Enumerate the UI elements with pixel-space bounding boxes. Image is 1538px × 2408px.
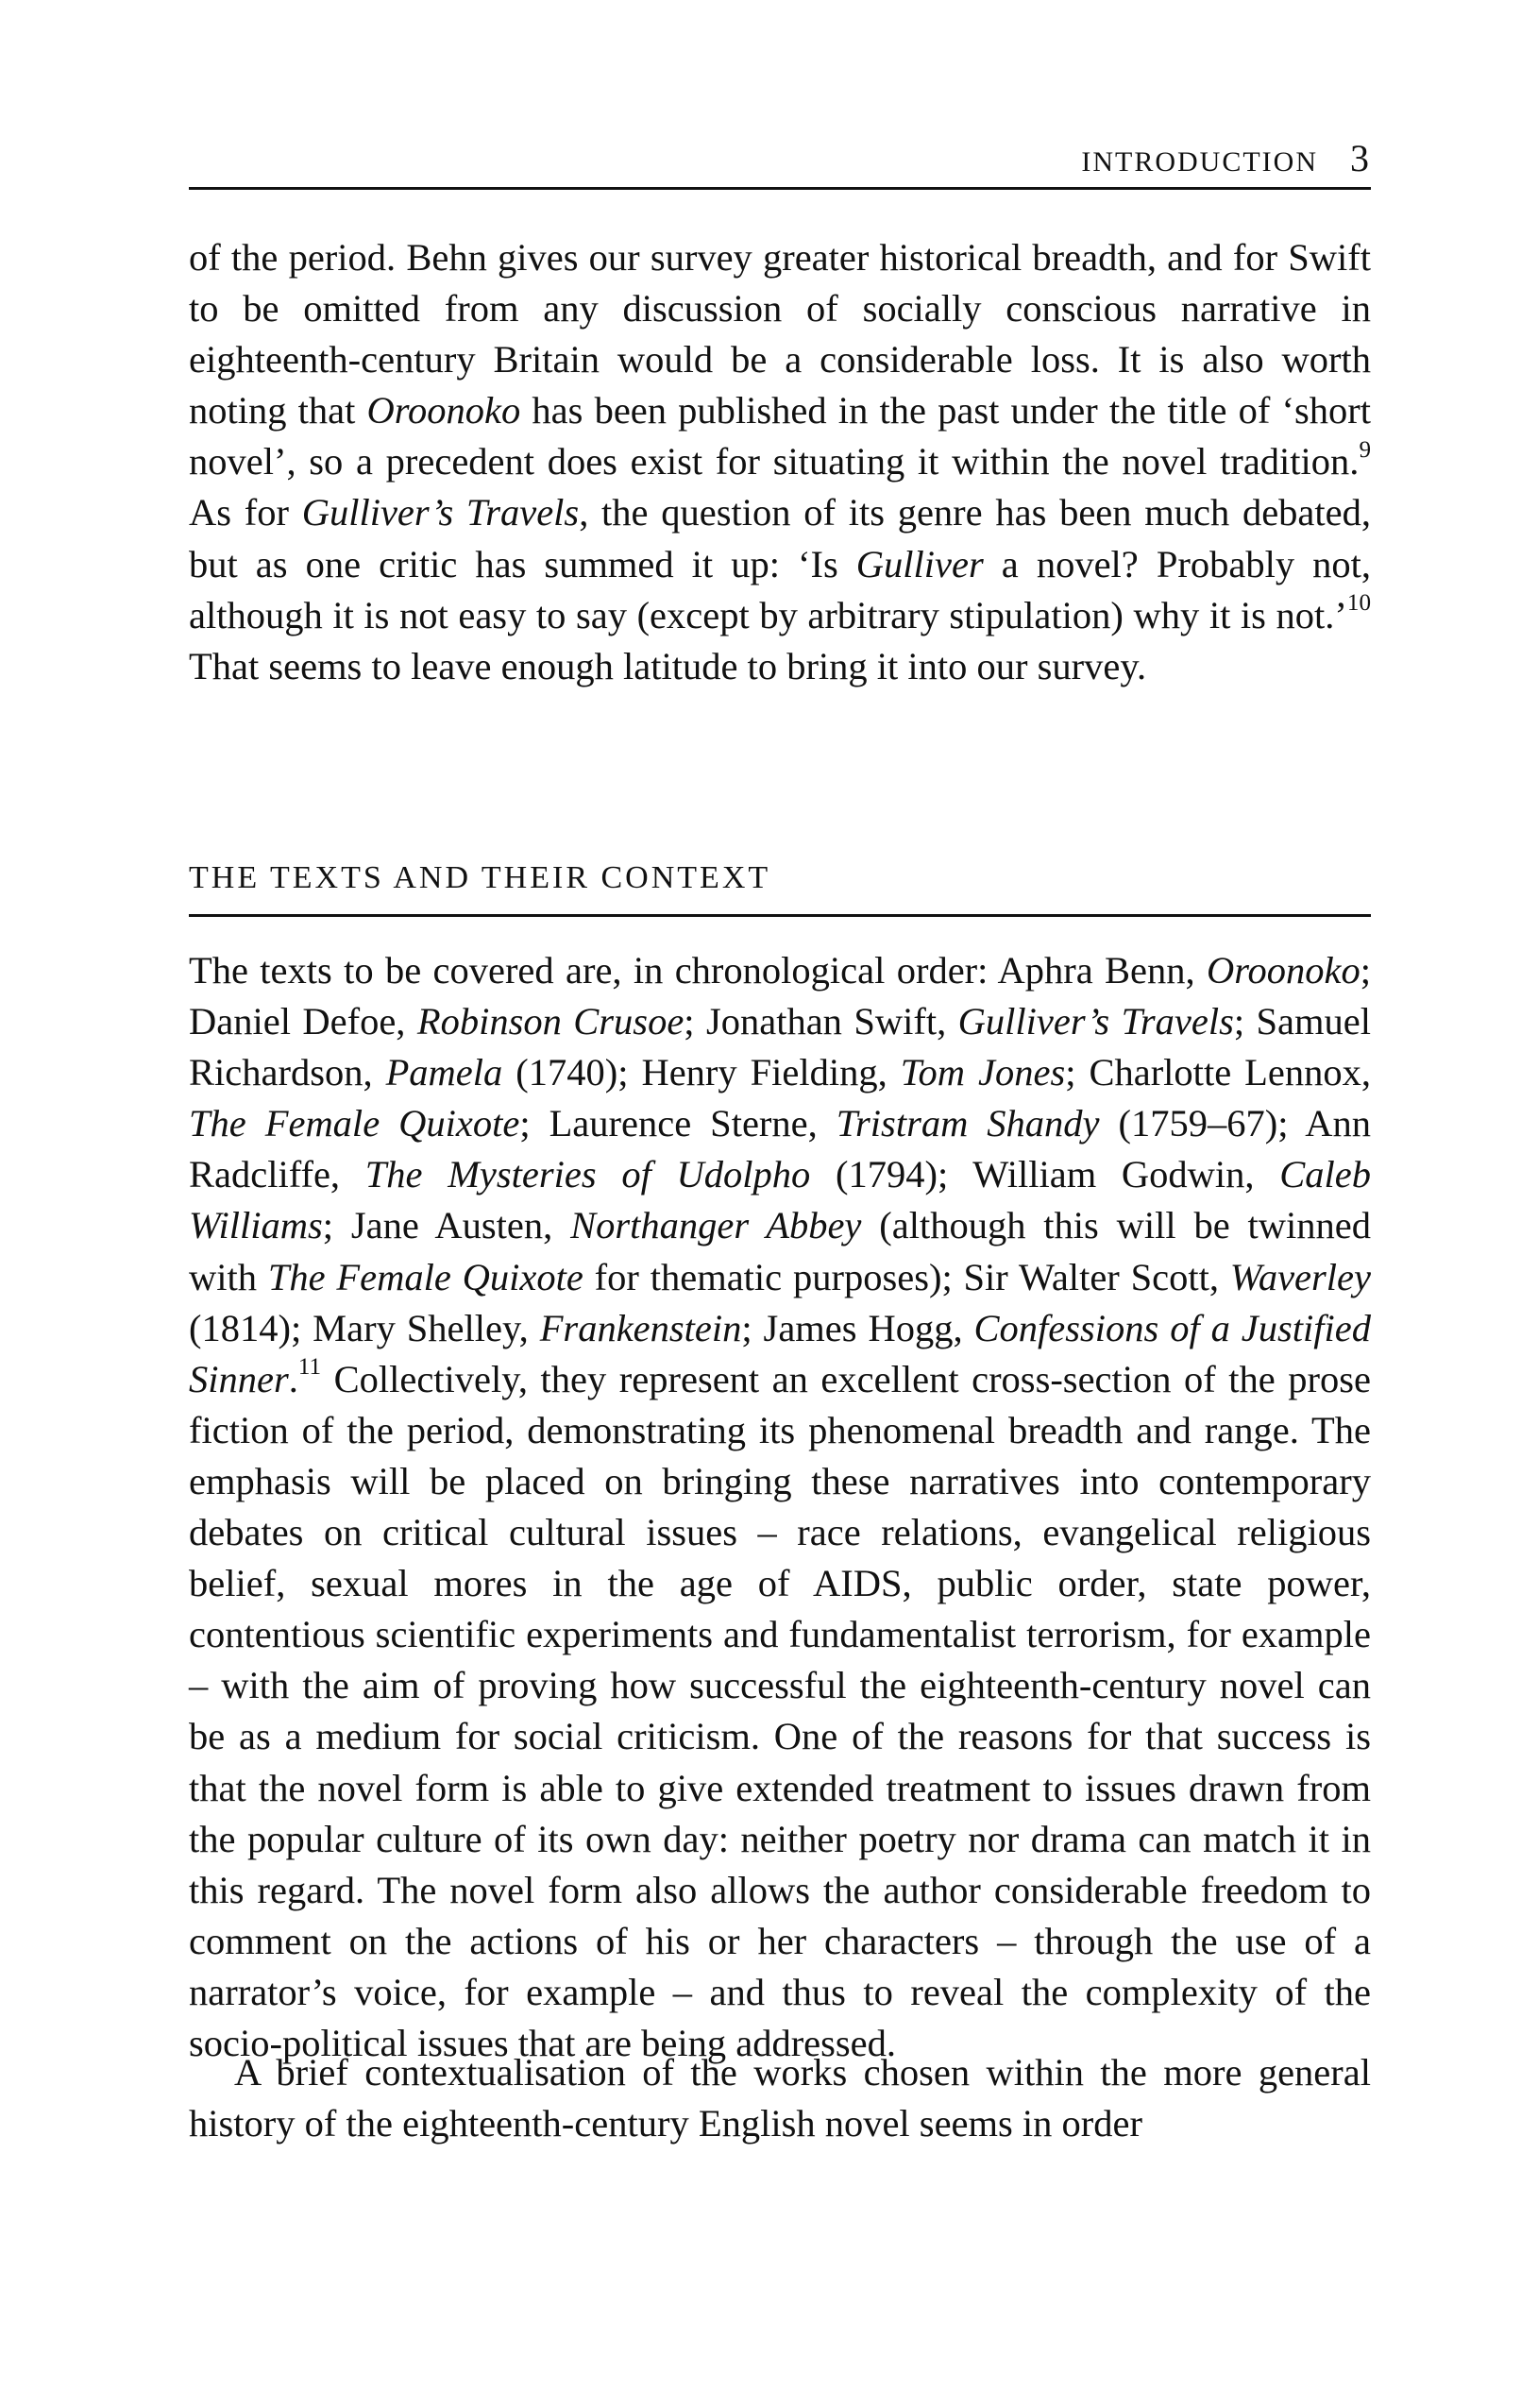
italic-title: Tristram Shandy — [836, 1102, 1100, 1145]
italic-title: Frankenstein — [539, 1306, 742, 1349]
text-run: (1794); William Godwin, — [810, 1153, 1280, 1196]
text-run: . — [288, 1357, 298, 1400]
italic-title: Oroonoko — [366, 389, 521, 432]
text-run: of the period. Behn gives our survey greater historical breadth, and for Swift to be omitted from any discussion of socially conscious narrative in eighteenth-century Britain would be a considerable loss. It is also worth noting that — [189, 236, 1371, 432]
running-head-title: INTRODUCTION — [1081, 146, 1318, 178]
footnote-marker: 10 — [1346, 590, 1371, 617]
page-number: 3 — [1350, 137, 1371, 179]
paragraph-contextualisation — [189, 2047, 1371, 2149]
italic-title: Gulliver’s Travels — [957, 1000, 1234, 1043]
italic-title: Pamela — [385, 1051, 503, 1094]
italic-title: Northanger Abbey — [570, 1204, 862, 1247]
italic-title: Oroonoko — [1207, 949, 1361, 992]
text-run: That seems to leave enough latitude to bring it into our survey. — [189, 644, 1147, 687]
text-run: ; Daniel Defoe, — [189, 949, 1371, 1043]
text-run: ; Laurence Sterne, — [519, 1102, 837, 1145]
text-run: The texts to be covered are, in chronological order: Aphra Benn, — [189, 949, 1207, 992]
text-run: ; Jonathan Swift, — [684, 1000, 958, 1043]
text-run: (1814); Mary Shelley, — [189, 1306, 540, 1349]
text-run: ; Samuel Richardson, — [189, 1000, 1372, 1094]
text-run: ; James Hogg, — [741, 1306, 974, 1349]
text-run: ; Charlotte Lennox, — [1065, 1051, 1371, 1094]
text-run: (1740); Henry Fielding, — [502, 1051, 901, 1094]
italic-title: The Female Quixote — [267, 1255, 583, 1298]
paragraph-continued — [189, 232, 1371, 692]
text-run: (1759–67); Ann Radcliffe, — [189, 1102, 1371, 1196]
text-run: for thematic purposes); Sir Walter Scott, — [583, 1255, 1230, 1298]
text-run: Collectively, they represent an excellent cross-section of the prose fiction of the period, demonstrating its phenomenal breadth and range. The emphasis will be placed on bringing these narratives into contemporary debates on critical cultural issues – race relations, evangelical religious belief, sexual mores in the age of AIDS, public order, state power, contentious scientific experiments and fundamentalist terrorism, for example – with the aim of proving how successful the eighteenth-century novel can be as a medium for social criticism. One of the reasons for that success is that the novel form is able to give extended treatment to issues drawn from the popular culture of its own day: neither poetry nor drama can match it in this regard. The novel form also allows the author considerable freedom to comment on the actions of his or her characters – through the use of a narrator’s voice, for example – and thus to reveal the complexity of the socio-political issues that are being addressed. — [189, 1357, 1371, 2064]
italic-title: The Mysteries of Udolpho — [364, 1153, 811, 1196]
footnote-marker: 11 — [297, 1354, 322, 1381]
text-run: has been published in the past under the title of ‘short novel’, so a precedent does exist for situating it within the novel tradition. — [189, 389, 1371, 483]
header-rule — [189, 187, 1371, 190]
text-run: As for — [189, 491, 302, 534]
text-run: , the question of its genre has been much debated, but as one critic has summed it up: ‘Is — [189, 491, 1372, 585]
footnote-marker: 9 — [1359, 437, 1371, 464]
section-rule — [189, 914, 1371, 917]
book-page — [189, 0, 1371, 2408]
italic-title: Robinson Crusoe — [416, 1000, 684, 1043]
italic-title: Gulliver — [855, 542, 984, 585]
italic-title: Waverley — [1229, 1255, 1371, 1298]
italic-title: Gulliver’s Travels — [301, 491, 580, 534]
running-head — [189, 130, 1371, 187]
italic-title: Tom Jones — [900, 1051, 1066, 1094]
italic-title: Confessions of a Justified Sinner — [189, 1306, 1372, 1400]
italic-title: The Female Quixote — [189, 1102, 520, 1145]
text-run: (although this will be twinned with — [189, 1204, 1371, 1298]
section-heading: THE TEXTS AND THEIR CONTEXT — [189, 860, 771, 895]
text-run: A brief contextualisation of the works chosen within the more general history of the eighteenth-century English novel seems in order — [189, 2051, 1371, 2145]
text-run: a novel? Probably not, although it is not easy to say (except by arbitrary stipulation) why it is not.’ — [189, 542, 1371, 636]
paragraph-texts-list — [189, 945, 1371, 2069]
italic-title: Caleb Williams — [189, 1153, 1371, 1247]
text-run: ; Jane Austen, — [322, 1204, 571, 1247]
